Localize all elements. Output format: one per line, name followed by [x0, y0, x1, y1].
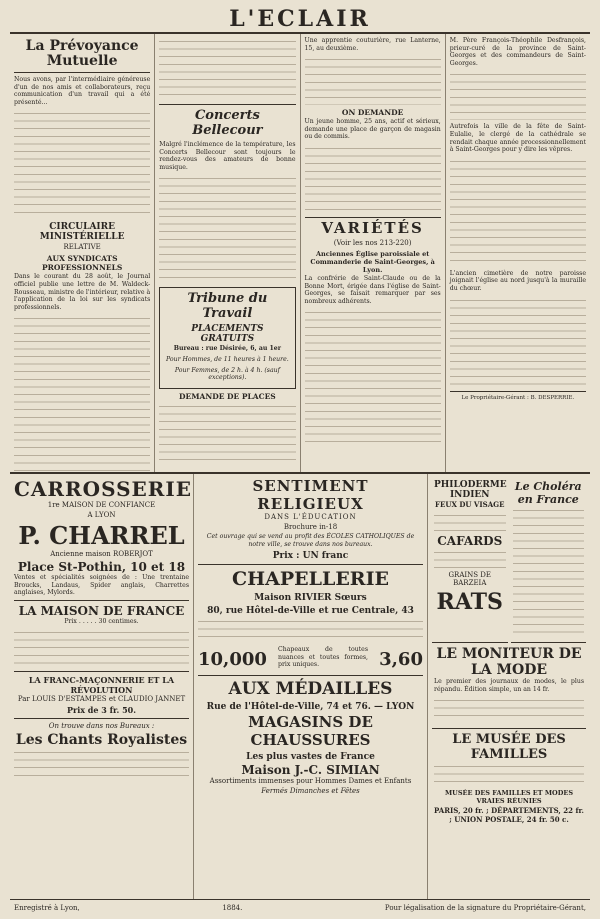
text-block: [434, 762, 584, 786]
ad-cafards-title: CAFARDS: [437, 534, 503, 548]
text-block: [450, 70, 586, 120]
ad-chapellerie-maison: Maison RIVIER Sœurs: [254, 593, 367, 604]
ad-chapellerie-offer: [198, 646, 423, 672]
ad-rats-title: RATS: [436, 589, 503, 615]
ad-musee-subtitle: MUSÉE DES FAMILLES ET MODES VRAIES RÉUNIES: [444, 789, 574, 806]
ad-sentiment-title: SENTIMENT RELIGIEUX: [252, 477, 369, 513]
ad-carrosserie-address: Place St-Pothin, 10 et 18: [17, 560, 186, 574]
text-block: [159, 174, 295, 284]
top-section: [10, 34, 590, 474]
ad-sentiment-note: Brochure in-18: [283, 523, 338, 531]
ad-franc-maconnerie-authors: Par LOUIS D'ESTAMPES et CLAUDIO JANNET: [17, 695, 186, 704]
ad-medailles-address: Rue de l'Hôtel-de-Ville, 74 et 76. — LYON: [206, 701, 415, 712]
ad-chants-title: Les Chants Royalistes: [15, 732, 188, 749]
article-text-col4-3: L'ancien cimetière de notre paroisse joignait l'église au nord jusqu'à la muraille du chœur.: [449, 269, 586, 292]
ad-franc-maconnerie-prix: Prix de 3 fr. 50.: [66, 705, 137, 716]
tribune-subtitle: PLACEMENTS GRATUITS: [191, 324, 264, 345]
ad-maison-france-prix: Prix . . . . . 30 centimes.: [64, 617, 139, 625]
text-block: [305, 144, 441, 214]
classified-text: Une apprentie couturière, rue Lanterne, 15, au deuxième.: [304, 37, 441, 52]
article-ref: (Voir les nos 213-220): [333, 238, 412, 247]
article-text-circulaire: Dans le courant du 28 août, le Journal officiel publie une lettre de M. Waldeck-Rousseau, ministre de l'intérieur, relative à l'application de la loi sur les syndicats professionnels.: [14, 273, 151, 311]
section-title-demande: DEMANDE DE PLACES: [179, 391, 276, 401]
text-block: [434, 511, 506, 531]
ad-carrosserie-maison: 1re MAISON DE CONFIANCE: [47, 501, 156, 509]
article-text-col4: M. Père François-Théophile Desfrançois, prieur-curé de la province de Saint-Georges et des commandeurs de Saint-Georges.: [449, 37, 586, 67]
ad-column-3: [428, 474, 590, 899]
text-block: [14, 628, 189, 668]
ad-carrosserie-desc: Ventes et spécialités soignées de : Une trentaine Broucks, Landaus, Spider anglais, Charrettes anglaises, Mylords.: [14, 574, 189, 597]
ad-carrosserie-lyon: A LYON: [87, 511, 116, 519]
article-title-concerts: Concerts Bellecour: [192, 108, 263, 138]
tribune-title: Tribune du Travail: [187, 291, 268, 322]
ad-simian-subtitle: Assortiments immenses pour Hommes Dames et Enfants: [209, 776, 412, 785]
ad-chapellerie-count: 10,000: [198, 648, 267, 670]
ad-philoderme: [432, 477, 508, 643]
advertisements-section: [10, 474, 590, 899]
ad-column-2: [194, 474, 428, 899]
tribune-hours-men: Pour Hommes, de 11 heures à 1 heure.: [165, 355, 289, 363]
ad-simian-title: Maison J.-C. SIMIAN: [241, 762, 380, 777]
ad-moniteur-text: Le premier des journaux de modes, le plus répandu. Édition simple, un an 14 fr.: [434, 678, 584, 693]
column-1: [10, 34, 155, 472]
article-text-concerts: Malgré l'inclémence de la température, les Concerts Bellecour sont toujours le rendez-vous des amateurs de bonne musique.: [159, 141, 296, 171]
text-block: [14, 748, 189, 782]
ad-sentiment-prix: Prix : UN franc: [272, 551, 349, 562]
text-block: [450, 157, 586, 267]
footer-year: 1884.: [222, 904, 243, 912]
ad-musee-title: LE MUSÉE DES FAMILLES: [452, 732, 566, 763]
ad-maison-france-title: LA MAISON DE FRANCE: [18, 603, 185, 618]
text-block: [305, 55, 441, 105]
ad-philoderme-title: PHILODERME INDIEN: [434, 480, 507, 500]
ad-chapellerie-title: CHAPELLERIE: [232, 568, 389, 591]
text-block: [14, 109, 150, 219]
tribune-address: Bureau : rue Désirée, 6, au 1er: [173, 345, 281, 353]
ad-chapellerie-prix: 3,60: [379, 648, 423, 670]
signature-line: Le Propriétaire-Gérant : B. DESPERRIE.: [461, 394, 575, 401]
ad-franc-maconnerie-title: LA FRANC-MAÇONNERIE ET LA RÉVOLUTION: [28, 675, 175, 696]
footer-legalisation: Pour légalisation de la signature du Propriétaire-Gérant,: [384, 904, 586, 912]
ad-chants-pre: On trouve dans nos Bureaux :: [48, 722, 155, 731]
ad-magasins-title: MAGASINS DE CHAUSSURES: [248, 712, 373, 749]
article-text-prevoyance: Nous avons, par l'intermédiaire généreuse d'un de nos amis et collaborateurs, reçu communication d'un travail qui a été présenté...: [14, 76, 151, 106]
text-block: [450, 296, 586, 388]
ad-musee: [432, 729, 586, 829]
article-text-varietes: La confrérie de Saint-Claude ou de la Bonne Mort, érigée dans l'église de Saint-Georges, se faisait remarquer par ses nombreux adhérents.: [304, 274, 441, 305]
ad-philoderme-subtitle: FEUX DU VISAGE: [435, 500, 505, 509]
column-3: [301, 34, 446, 472]
ad-medailles-title: AUX MÉDAILLES: [228, 678, 393, 699]
section-subtitle: RELATIVE: [63, 243, 101, 252]
article-title-varietes: VARIÉTÉS: [321, 218, 424, 237]
section-title-on-demande: ON DEMANDE: [341, 108, 404, 118]
tribune-box: [159, 287, 295, 388]
ad-carrosserie-name: P. CHARREL: [18, 521, 185, 550]
tribune-hours-women: Pour Femmes, de 2 h. à 4 h. (sauf exceptions).: [174, 366, 280, 382]
text-block: [305, 308, 441, 446]
ad-moniteur: [432, 643, 586, 729]
text-block: [434, 548, 506, 568]
ad-chapellerie-count-text: Chapeaux de toutes nuances et toutes formes, prix uniques.: [278, 646, 369, 669]
ad-cholera: [511, 477, 587, 643]
ad-column-1: [10, 474, 194, 899]
ad-cholera-title: Le Choléra en France: [514, 480, 582, 506]
text-block: [14, 314, 150, 472]
ad-musee-prices: PARIS, 20 fr. ; DÉPARTEMENTS, 22 fr. ; UNION POSTALE, 24 fr. 50 c.: [434, 806, 584, 825]
article-subtitle-varietes: Anciennes Église paroissiale et Commanderie de Saint-Georges, à Lyon.: [310, 249, 435, 274]
article-text-col4-2: Autrefois la ville de la fête de Saint-Eulalie, le clergé de la cathédrale se rendait chaque année processionnellement à Saint-Georges pour y dire les vêpres.: [449, 123, 586, 154]
masthead: L'ECLAIR: [10, 6, 590, 34]
text-block: [159, 37, 295, 101]
classified-text-2: Un jeune homme, 25 ans, actif et sérieux, demande une place de garçon de magasin ou de commis.: [304, 118, 441, 141]
ad-carrosserie-title: CARROSSERIE: [14, 477, 193, 501]
column-4: [446, 34, 590, 472]
ad-magasins-subtitle: Les plus vastes de France: [246, 751, 375, 762]
ad-sentiment-desc: Cet ouvrage qui se vend au profit des ÉCOLES CATHOLIQUES de notre ville, se trouve dans nos bureaux.: [206, 533, 415, 548]
ad-grains-pre: GRAINS DE BARZEIA: [448, 571, 492, 587]
ad-carrosserie-former: Ancienne maison ROBERJOT: [50, 550, 153, 558]
text-block: [198, 617, 423, 643]
column-2: [155, 34, 300, 472]
ad-sentiment-subtitle: DANS L'ÉDUCATION: [264, 513, 357, 521]
section-title-circulaire: CIRCULAIRE MINISTÉRIELLE: [39, 222, 125, 243]
text-block: [513, 506, 585, 636]
ad-chapellerie-address: 80, rue Hôtel-de-Ville et rue Centrale, 43: [207, 606, 414, 617]
ad-simian-closed: Fermés Dimanches et Fêtes: [261, 786, 360, 795]
ad-moniteur-title: LE MONITEUR DE LA MODE: [436, 646, 582, 678]
article-title-prevoyance: La Prévoyance Mutuelle: [25, 38, 139, 69]
page-footer: [10, 899, 590, 916]
text-block: [159, 402, 295, 460]
footer-registered: Enregistré à Lyon,: [14, 904, 80, 912]
text-block: [434, 696, 584, 722]
section-subtitle-syndicats: AUX SYNDICATS PROFESSIONNELS: [41, 254, 123, 273]
ad-row-top: [432, 477, 586, 643]
